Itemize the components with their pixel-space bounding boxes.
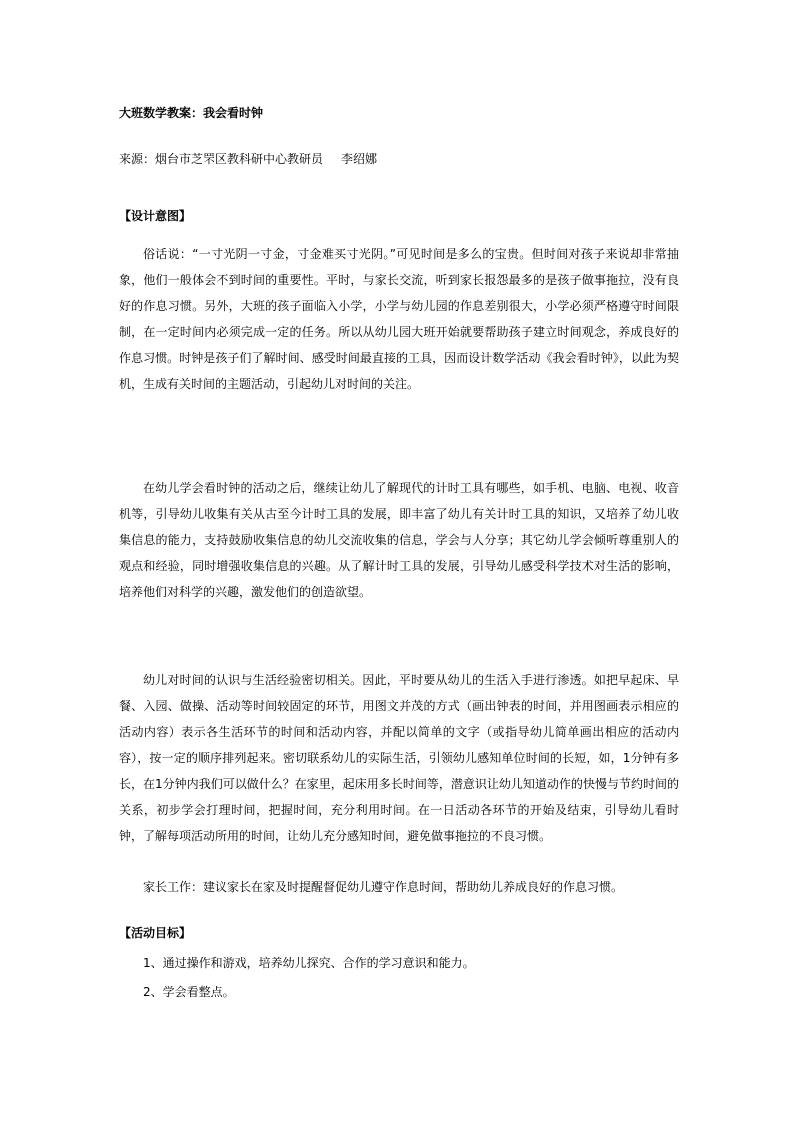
paragraph-parent-work: 家长工作：建议家长在家及时提醒督促幼儿遵守作息时间，帮助幼儿养成良好的作息习惯。 bbox=[143, 880, 624, 894]
paragraph-1: 俗话说：“一寸光阴一寸金，寸金难买寸光阴。”可见时间是多么的宝贵。但时间对孩子来说却非常抽象，他们一般体会不到时间的重要性。平时，与家长交流，听到家长报怨最多的是孩子做事拖拉，没有良好的作息习惯。另外，大班的孩子面临入小学，小学与幼儿园的作息差别很大，小学必须严格遵守时间限制，在一定时间内必须完成一定的任务。所以从幼儿园大班开始就要帮助孩子建立时间观念，养成良好的作息习惯。时钟是孩子们了解时间、感受时间最直接的工具，因而设计数学活动《我会看时钟》，以此为契机，生成有关时间的主题活动，引起幼儿对时间的关注。 bbox=[119, 247, 679, 391]
section-heading-design-intent: 【设计意图】 bbox=[119, 209, 192, 223]
document-title: 大班数学教案：我会看时钟 bbox=[119, 106, 264, 120]
paragraph-2: 在幼儿学会看时钟的活动之后，继续让幼儿了解现代的计时工具有哪些，如手机、电脑、电视、收音机等，引导幼儿收集有关从古至今计时工具的发展，即丰富了幼儿有关计时工具的知识，又培养了幼儿收集信息的能力，支持鼓励收集信息的幼儿交流收集的信息，学会与人分享；其它幼儿学会倾听尊重别人的观点和经验，同时增强收集信息的兴趣。从了解计时工具的发展，引导幼儿感受科学技术对生活的影响，培养他们对科学的兴趣，激发他们的创造欲望。 bbox=[119, 481, 679, 599]
source-line bbox=[119, 150, 377, 168]
paragraph-3: 幼儿对时间的认识与生活经验密切相关。因此，平时要从幼儿的生活入手进行渗透。如把早起床、早餐、入园、做操、活动等时间较固定的环节，用图文并茂的方式（画出钟表的时间，并用图画表示相应的活动内容）表示各生活环节的时间和活动内容，并配以简单的文字（或指导幼儿简单画出相应的活动内容），按一定的顺序排列起来。密切联系幼儿的实际生活，引领幼儿感知单位时间的长短，如，1分钟有多长，在1分钟内我们可以做什么？在家里，起床用多长时间等，潜意识让幼儿知道动作的快慢与节约时间的关系，初步学会打理时间，把握时间，充分利用时间。在一日活动各环节的开始及结束，引导幼儿看时钟，了解每项活动所用的时间，让幼儿充分感知时间，避免做事拖拉的不良习惯。 bbox=[119, 673, 679, 843]
source-label: 来源：烟台市芝罘区教科研中心教研员 bbox=[119, 152, 324, 166]
section-heading-activity-goals: 【活动目标】 bbox=[119, 926, 192, 940]
goal-item: 2、学会看整点。 bbox=[143, 985, 235, 999]
source-author: 李绍娜 bbox=[341, 152, 378, 166]
goal-item: 1、通过操作和游戏，培养幼儿探究、合作的学习意识和能力。 bbox=[143, 956, 475, 970]
